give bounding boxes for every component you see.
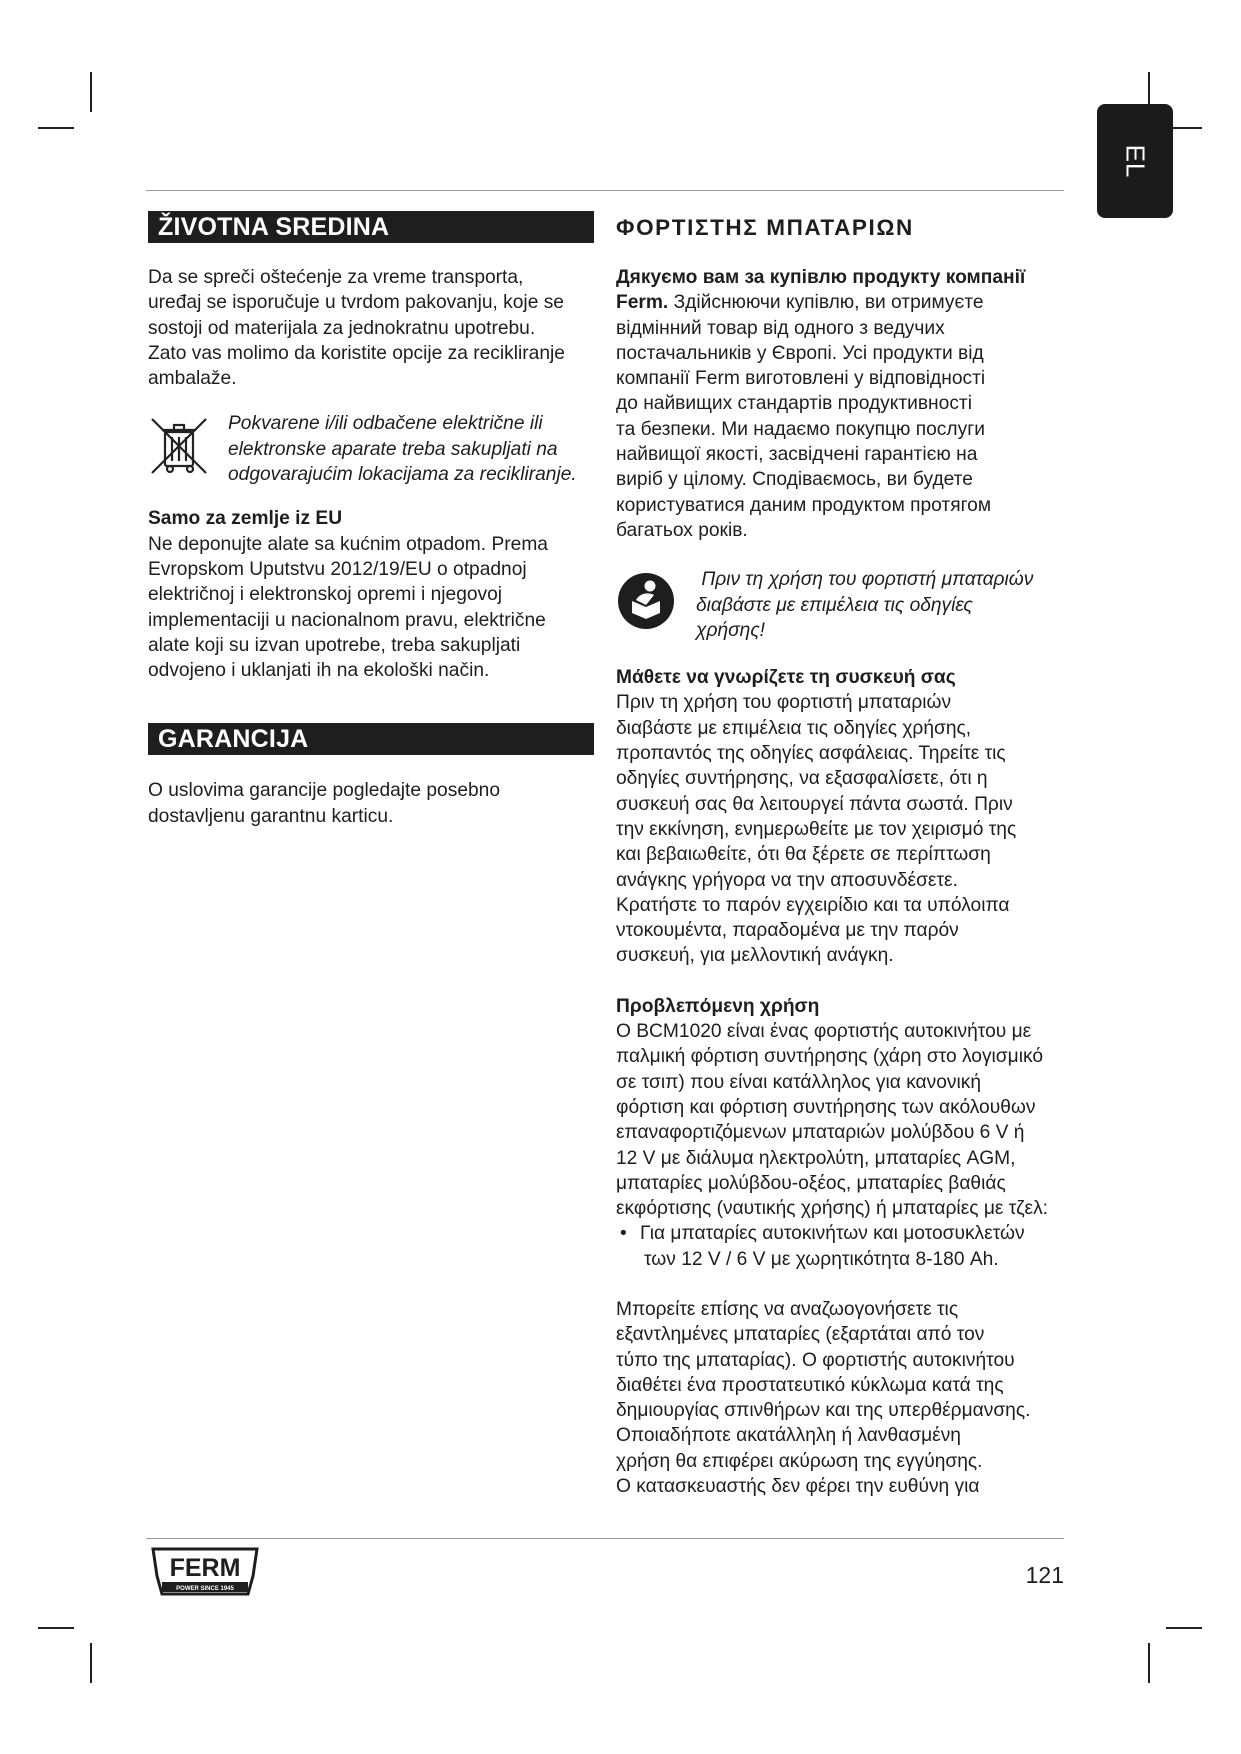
- text-line: багатьох років.: [616, 519, 748, 541]
- battery-charger-heading: ΦΟΡΤΙΣΤΗΣ ΜΠΑΤΑΡΙΩΝ: [616, 215, 914, 240]
- text-line: користуватися даним продуктом протягом: [616, 494, 992, 516]
- crop-mark: [1166, 1627, 1202, 1629]
- text-line: συσκευή σας θα λειτουργεί πάντα σωστά. Πριν: [616, 793, 1013, 815]
- weee-text: [228, 411, 594, 487]
- text-line: διαθέτει ένα προστατευτικό κύκλωμα κατά της: [616, 1374, 1004, 1396]
- crop-mark: [90, 72, 92, 112]
- text-line: επαναφορτιζόμενων μπαταριών μολύβδου 6 V ή: [616, 1122, 1025, 1144]
- revive-paragraph: [616, 1297, 1064, 1499]
- text-line: та безпеки. Ми надаємо покупцю послуги: [616, 418, 985, 440]
- text-line: οδηγίες συντήρησης, να εξασφαλίσετε, ότι η: [616, 768, 988, 790]
- text-line: ambalaže.: [148, 368, 237, 390]
- text-line: χρήση θα επιφέρει ακύρωση της εγγύησης.: [616, 1450, 983, 1472]
- crop-mark: [38, 127, 74, 129]
- crossed-out-wheelie-bin-icon: [148, 411, 228, 484]
- text-line: відмінний товар від одного з ведучих: [616, 317, 945, 339]
- right-column: [616, 211, 1064, 1499]
- text-line: Για μπαταρίες αυτοκινήτων και μοτοσυκλετών: [640, 1223, 1025, 1245]
- logo-tagline: POWER SINCE 1945: [176, 1586, 234, 1592]
- eu-paragraph: [148, 532, 594, 684]
- text-line: Κρατήστε το παρόν εγχειρίδιο και τα υπόλοιπα: [616, 894, 1010, 916]
- environment-paragraph: [148, 265, 594, 391]
- text-line: Ο κατασκευαστής δεν φέρει την ευθύνη για: [616, 1476, 980, 1498]
- crop-mark: [90, 1643, 92, 1683]
- text-line: до найвищих стандартів продуктивності: [616, 393, 972, 415]
- eu-only-title: Samo za zemlje iz EU: [148, 508, 343, 530]
- top-rule: [146, 190, 1064, 191]
- text-line: χρήσης!: [696, 619, 766, 641]
- text-line: την εκκίνηση, ενημερωθείτε με τον χειρισμό της: [616, 818, 1017, 840]
- left-column: [148, 211, 594, 829]
- text-line: električnoj i elektronskoj opremi i njegovoj: [148, 584, 503, 606]
- text-line: εκφόρτισης (ναυτικής χρήσης) ή μπαταρίες με τζελ:: [616, 1198, 1049, 1220]
- text-line: συσκευή, για μελλοντική ανάγκη.: [616, 945, 894, 967]
- text-line: φόρτιση και φόρτιση συντήρησης των ακόλουθων: [616, 1096, 1036, 1118]
- text-line: μπαταρίες μολύβδου-οξέος, μπαταρίες βαθιάς: [616, 1172, 1006, 1194]
- ferm-logo: [150, 1546, 260, 1603]
- read-manual-icon: [616, 567, 696, 638]
- warranty-paragraph: [148, 778, 594, 829]
- brand-name: Ferm.: [616, 292, 669, 314]
- text-line: odgovarajućim lokacijama za recikliranje.: [228, 464, 577, 486]
- text-line: Πριν τη χρήση του φορτιστή μπαταριών: [616, 692, 952, 714]
- text-fragment: Здійснюючи купівлю, ви отримуєте: [668, 292, 984, 314]
- text-line: των 12 V / 6 V με χωρητικότητα 8-180 Ah.: [644, 1248, 999, 1270]
- text-line: alate koji su izvan upotrebe, treba sakupljati: [148, 634, 521, 656]
- read-manual-notice: [616, 567, 1064, 643]
- text-line: ανάγκης γρήγορα να την αποσυνδέσετε.: [616, 869, 958, 891]
- text-line: Ο BCM1020 είναι ένας φορτιστής αυτοκινήτου με: [616, 1021, 1032, 1043]
- weee-notice: [148, 411, 594, 487]
- language-tab: [1097, 104, 1173, 218]
- text-line: Da se spreči oštećenje za vreme transporta,: [148, 267, 524, 288]
- text-line: ντοκουμέντα, παραδομένα με την παρόν: [616, 920, 959, 942]
- text-line: компанії Ferm виготовлені у відповідності: [616, 368, 986, 390]
- text-line: elektronske aparate treba sakupljati na: [228, 438, 558, 460]
- bullet-marker: •: [620, 1223, 627, 1245]
- text-line: Πριν τη χρήση του φορτιστή μπαταριών: [696, 569, 1034, 591]
- know-device-paragraph: [616, 690, 1064, 968]
- text-line: τύπο της μπαταρίας). Ο φορτιστής αυτοκινήτου: [616, 1349, 1015, 1371]
- crop-mark: [38, 1627, 74, 1629]
- text-line: παλμική φόρτιση συντήρησης (χάρη στο λογισμικό: [616, 1046, 1043, 1068]
- text-line: Ne deponujte alate sa kućnim otpadom. Prema: [148, 533, 548, 555]
- know-device-title: Μάθετε να γνωρίζετε τη συσκευή σας: [616, 667, 956, 689]
- text-line: odvojeno i uklanjati ih na ekološki način.: [148, 660, 490, 682]
- page-number: 121: [1025, 1562, 1064, 1588]
- text-line: εξαντλημένες μπαταρίες (εξαρτάται από τον: [616, 1324, 985, 1346]
- crop-mark: [1148, 1643, 1150, 1683]
- intro-paragraph: [616, 265, 1064, 543]
- text-line: O uslovima garancije pogledajte posebno: [148, 780, 500, 802]
- bullet-text: [640, 1221, 1064, 1272]
- text-line: Evropskom Uputstvu 2012/19/EU o otpadnoj: [148, 558, 527, 580]
- text-line: Zato vas molimo da koristite opcije za recikliranje: [148, 342, 565, 364]
- text-line: και βεβαιωθείτε, ότι θα ξέρετε σε περίπτωση: [616, 844, 991, 866]
- text-line: sostoji od materijala za jednokratnu upotrebu.: [148, 317, 536, 339]
- text-line: διαβάστε με επιμέλεια τις οδηγίες χρήσης,: [616, 717, 972, 739]
- intended-use-title: Προβλεπόμενη χρήση: [616, 995, 820, 1017]
- text-line: δημιουργίας σπινθήρων και της υπερθέρμανσης.: [616, 1400, 1031, 1422]
- text-line: Οποιαδήποτε ακατάλληλη ή λανθασμένη: [616, 1425, 961, 1447]
- read-manual-text: [696, 567, 1064, 643]
- text-line: Дякуємо вам за купівлю продукту компанії: [616, 267, 1026, 288]
- text-line: προπαντός της οδηγίες ασφάλειας. Τηρείτε τις: [616, 743, 1006, 765]
- text-line: implementaciji u nacionalnom pravu, električne: [148, 609, 546, 631]
- text-line: Μπορείτε επίσης να αναζωογονήσετε τις: [616, 1298, 959, 1320]
- logo-wordmark: FERM: [169, 1554, 241, 1582]
- intended-use-paragraph: [616, 1019, 1064, 1221]
- text-line: [616, 290, 1064, 315]
- text-line: Pokvarene i/ili odbačene električne ili: [228, 413, 543, 435]
- text-line: dostavljenu garantnu karticu.: [148, 805, 394, 827]
- language-tab-label: EL: [1120, 144, 1151, 178]
- list-item: [616, 1221, 1064, 1272]
- text-line: виріб у цілому. Сподіваємось, ви будете: [616, 469, 973, 491]
- text-line: uređaj se isporučuje u tvrdom pakovanju, koje se: [148, 292, 564, 314]
- environment-heading: ŽIVOTNA SREDINA: [148, 211, 594, 243]
- bottom-rule: [146, 1538, 1064, 1539]
- text-line: 12 V με διάλυμα ηλεκτρολύτη, μπαταρίες AGM,: [616, 1147, 1016, 1169]
- text-line: постачальників у Європі. Усі продукти від: [616, 342, 984, 364]
- text-line: διαβάστε με επιμέλεια τις οδηγίες: [696, 594, 973, 616]
- warranty-heading: GARANCIJA: [148, 723, 594, 755]
- text-line: найвищої якості, засвідчені гарантією на: [616, 444, 978, 466]
- text-line: σε τσιπ) που είναι κατάλληλος για κανονική: [616, 1071, 982, 1093]
